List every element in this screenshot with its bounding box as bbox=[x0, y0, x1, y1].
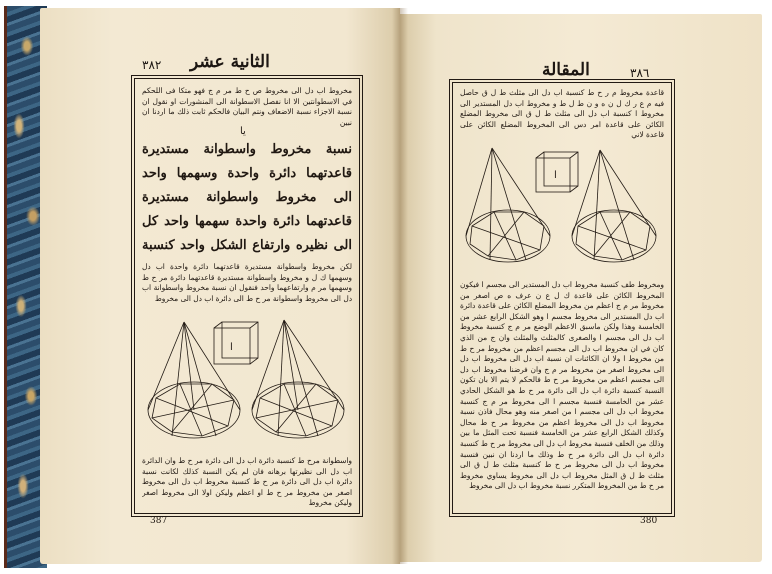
left-figure-label: ا bbox=[230, 342, 233, 353]
left-bottom-paragraph: واسطوانة مرح ط كنسبة دائرة اب دل الى دائرة مر ح ط وان الدائرة اب دل الى نظيرتها برهانه فان لم يكن النسبة كذلك لكانت نسبة دائرة اب دل الى دائرة مر ح ط كنسبة مخروط اب دل الى مخروط اصغر من مخروط مر ح ط او اعظم وليكن اولا الى مخروط اصغر وليكن مخروط bbox=[142, 456, 352, 508]
left-proposition-mark: يا bbox=[240, 126, 246, 137]
right-top-paragraph: قاعدة مخروط م ر ح ط كنسبة اب دل الى مثلث ط ل ق حاصل فيه م ع ر ك ل ن ه و ن ط ل ط و مخروط اب دل المستدير الى مخروط ا كنسبة اب دل الى مثلث ط ل ق الى مخروط المضلع الكائن على قاعدة امر دس الى المخروط المضلع الكائن على قاعدة لاني bbox=[460, 88, 664, 140]
book-gutter bbox=[392, 8, 408, 564]
left-top-paragraph: مخروط اب دل الى مخروط ص ح ط مر م ج فهو متكا فى اللحكم في الاسطوانتين الا انا نفصل الاسطوانة الى المنشورات او نقول ان نسبة الاجزاء نسبة الاضعاف ونتم البيان فالحكم ثابت ذلك ما اردنا ان نبين bbox=[142, 86, 352, 127]
left-proposition-text: نسبة مخروط واسطوانة مستديرة قاعدتهما دائرة واحدة وسهمها واحد الى مخروط واسطوانة مستديرة قاعدتهما دائرة واحدة سهمها واحد كل الى نظيره وارتفاع الشكل واحد كنسبة bbox=[142, 142, 352, 253]
right-cone-cylinder-figure bbox=[462, 146, 662, 274]
right-folio: 380 bbox=[640, 516, 658, 526]
left-folio: 387 bbox=[150, 516, 168, 526]
left-page-header-title: الثانية عشر bbox=[190, 52, 270, 72]
right-figure-label: ا bbox=[554, 170, 557, 181]
left-middle-paragraph: لكن مخروط واسطوانة مستديرة قاعدتهما دائرة واحدة اب دل وسهمها ك ل و مخروط واسطوانة مستديرة قاعدتهما دائرة مر ح ط وسهمها مر م وارتفاعهما واحد فنقول ان نسبة مخروط واسطوانة اب دل الى مخروط واسطوانة مر ح ط الى دائرة اب دل الى مخروط bbox=[142, 262, 352, 303]
left-page-header-number: ٣٨٢ bbox=[142, 58, 162, 72]
left-cone-cylinder-figure bbox=[142, 318, 352, 450]
right-page-header-number: ٣٨٦ bbox=[630, 66, 650, 80]
right-page-header-title: المقالة bbox=[542, 60, 590, 80]
right-main-paragraph: ومخروط طف كنسبة مخروط اب دل المستدير الى مجسم ا فيكون المخروط الكائن على قاعدة ك ل ع ن عرف ه ص اصغر من مخروط مر م ج اعظم من مخروط المضلع الكائن على قاعدة دائرة اب دل المستدير الى مخروط مجسم ا وهو الشكل الرابع عشر من الخامسة وهذا ولكن ماسبق الاعظم الوضع مر م ج كنسبة مخروط اب دل الى مجسم ا والصغرى كالمثلث والمثلث وان ج من الذي كان في ان مخروط اب دل الى مجسم اعظم من مخروط مر ح ط من مخروط ا ولا ان الكائنات ان نسبة اب دل الى مخروط اب دل الى مخروط اصغر من مخروط مر م ج وان فرضنا مخروط اب دل الى مجسم اعظم من مخروط مر ح ط فالحكم لا يتم الا بان تكون النسبة كنسبة دائرة اب دل الى دائرة مر ح ط هو الشكل الحادي عشر من الخامسة فنسبة مجسم ا الى مخروط مر م ج كنسبة مخروط اب دل الى مجسم ا من اصغر منه وهو محال فاذن نسبة مخروط اب دل الى مخروط اعظم من مخروط مر ح ط محال وكذلك الشكل الرابع عشر من الخامسة فنسبة تحت المثل ما بين وذلك من الخلف فنسبة مخروط اب دل الى مخروط مر ح ط كنسبة دائرة اب دل الى دائرة مر ح ط وذلك ما اردنا ان نبين فنسبة مخروط اب دل الى مخروط مر ح ط كنسبة مثلث ط ل ق الى مثلث ط ل ق المثل مخروط اب دل الى مخروط يساوي مخروط مر ح ط من المخروط المتكرر نسبة مخروط اب دل الى مخروط bbox=[460, 280, 664, 491]
